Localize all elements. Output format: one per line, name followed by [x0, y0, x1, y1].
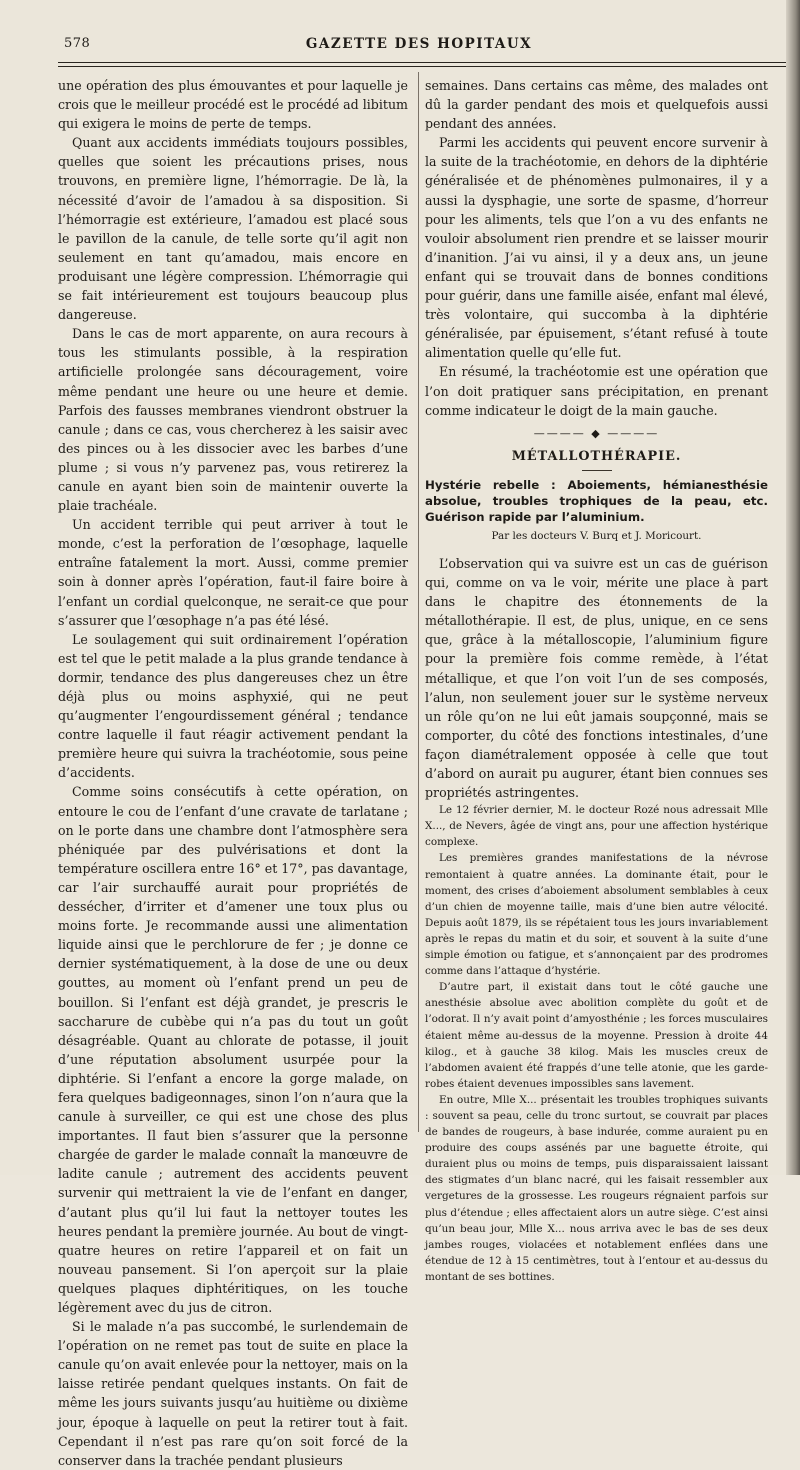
article-authors: Par les docteurs V. Burq et J. Moricourt. — [491, 529, 702, 542]
paragraph: Quant aux accidents immédiats toujours possibles, quelles que soient les précautions prises, nous trouvons, en première ligne, l’hémorragie. De là, la nécessité d’avoir de l’amadou à sa disposition. Si l’hémorragie est extérieure, l’amadou est placé sous le pavillon de la canule, de telle sorte qu’il agit non seulement en tant qu’amadou, mais encore en produisant une légère compression. L’hémorragie qui se fait intérieurement est toujours beaucoup plus dangereuse. — [58, 135, 408, 323]
header-rule — [58, 62, 794, 63]
paragraph: En résumé, la trachéotomie est une opération que l’on doit pratiquer sans précipitation, en prenant comme indicateur le doigt de la main gauche. — [425, 364, 768, 418]
page-edge-shadow — [786, 0, 800, 1175]
paragraph: Dans le cas de mort apparente, on aura recours à tous les stimulants possible, à la respiration artificielle prolongée sans découragement, voire même pendant une heure ou une heure et demie. Parfois des fausses membranes viendront obstruer la canule ; dans ce cas, vous chercherez à les saisir avec des pinces ou à les dissocier avec les barbes d’une plume ; si vous n’y parvenez pas, vous retirerez la canule en ayant bien soin de maintenir ouverte la plaie trachéale. — [58, 326, 408, 514]
small-print-body — [425, 802, 768, 1285]
paragraph: D’autre part, il existait dans tout le côté gauche une anesthésie absolue avec abolition complète du goût et de l’odorat. Il n’y avait point d’amyosthénie ; les forces musculaires étaient même au-dessus de la moyenne. Pression à droite 44 kilog., et à gauche 38 kilog. Mais les muscles creux de l’abdomen avaient été frappés d’une telle atonie, que les garde-robes étaient devenues impossibles sans lavement. — [425, 981, 768, 1090]
page-header — [48, 30, 790, 58]
paragraph: En outre, Mlle X... présentait les troubles trophiques suivants : souvent sa peau, celle du tronc surtout, se couvrait par places de bandes de rougeurs, à base indurée, comme auraient pu en produire des coups assénés par une baguette étroite, qui duraient plus ou moins de temps, puis disparaissaient laissant des stigmates d’un blanc nacré, qui les faisait ressembler aux vergetures de la grossesse. Les rougeurs régnaient parfois sur plus d’étendue ; elles affectaient alors un autre siège. C’est ainsi qu’un beau jour, Mlle X... nous arriva avec le bas de ses deux jambes rouges, violacées et notablement enflées dans une étendue de 12 à 15 centimètres, tout à l’entour et au-dessus du montant de ses bottines. — [425, 1093, 768, 1283]
paragraph: Le 12 février dernier, M. le docteur Rozé nous adressait Mlle X..., de Nevers, âgée de vingt ans, pour une affection hystérique complexe. — [425, 804, 768, 849]
paragraph: Le soulagement qui suit ordinairement l’opération est tel que le petit malade a la plus grande tendance à dormir, tendance des plus dangereuses chez un être déjà plus ou moins asphyxié, qui ne peut qu’augmenter l’engourdissement général ; tendance contre laquelle il faut réagir activement pendant la première heure qui suivra la trachéotomie, sous peine d’accidents. — [58, 631, 408, 781]
journal-title: GAZETTE DES HOPITAUX — [305, 36, 533, 52]
right-column — [425, 76, 768, 1283]
paragraph: Les premières grandes manifestations de la névrose remontaient à quatre années. La dominante était, pour le moment, des crises d’aboiement absolument semblables à ceux d’un chien de moyenne taille, mais d’une bien autre vélocité. Depuis août 1879, ils se répétaient tous les jours invariablement après le repas du matin et du soir, et souvent à la suite d’une simple émotion ou fatigue, et s’annonçaient par des prodromes comme dans l’attaque d’hystérie. — [425, 852, 768, 978]
article-title: Hystérie rebelle : Aboiements, hémianesthésie absolue, troubles trophiques de la peau, etc. Guérison rapide par l’aluminium. — [425, 477, 768, 524]
section-ornament: ———— ◆ ———— — [533, 426, 660, 440]
page-number: 578 — [64, 36, 91, 51]
paragraph: Un accident terrible qui peut arriver à tout le monde, c’est la perforation de l’œsophage, laquelle entraîne fatalement la mort. Aussi, comme premier soin à donner après l’opération, faut-il faire boire à l’enfant un cordial quelconque, ne serait-ce que pour s’assurer que l’œsophage n’a pas été lésé. — [58, 517, 408, 628]
header-rule-thin — [58, 66, 794, 67]
paragraph: Parmi les accidents qui peuvent encore survenir à la suite de la trachéotomie, en dehors de la diphtérie généralisée et de phénomènes pulmonaires, il y a aussi la dysphagie, une sorte de spasme, d’horreur pour les aliments, tels que l’on a vu des enfants ne vouloir absolument rien prendre et se laisser mourir d’inanition. J’ai vu ainsi, il y a deux ans, un jeune enfant qui se trouvait dans de bonnes conditions pour guérir, dans une famille aisée, enfant mal élevé, très volontaire, qui succomba à la diphtérie généralisée, par épuisement, s’étant refusé à toute alimentation quelle qu’elle fut. — [425, 135, 768, 361]
left-column — [58, 76, 409, 1468]
section-rule — [582, 470, 612, 471]
paragraph: Si le malade n’a pas succombé, le surlendemain de l’opération on ne remet pas tout de suite en place la canule qu’on avait enlevée pour la nettoyer, mais on la laisse retirée pendant quelques instants. On fait de même les jours suivants jusqu’au huitième ou dixième jour, époque à laquelle on peut la retirer tout à fait. Cependant il n’est pas rare qu’on soit forcé de la conserver dans la trachée pendant plusieurs — [58, 1319, 408, 1468]
paragraph: Comme soins consécutifs à cette opération, on entoure le cou de l’enfant d’une cravate de tarlatane ; on le porte dans une chambre dont l’atmosphère sera phéniquée par des pulvérisations et dont la température oscillera entre 16° et 17°, pas davantage, car l’air surchauffé aurait pour propriétés de dessécher, d’irriter et d’amener une toux plus ou moins forte. Je recommande aussi une alimentation liquide ainsi que le perchlorure de fer ; je donne ce dernier systématiquement, à la dose de une ou deux gouttes, au moment où l’enfant prend un peu de bouillon. Si l’enfant est déjà grandet, je prescris le saccharure de cubèbe qui n’a pas du tout un goût désagréable. Quant au chlorate de potasse, il jouit d’une réputation absolument usurpée pour la diphtérie. Si l’enfant a encore la gorge malade, on fera quelques badigeonnages, sinon l’on n’aura que la canule à surveiller, ce qui est une chose des plus importantes. Il faut bien s’assurer que la personne chargée de garder le malade connaît la manœuvre de ladite canule ; autrement des accidents peuvent survenir qui mettraient la vie de l’enfant en danger, d’autant plus qu’il lui faut la nettoyer toutes les heures pendant la première journée. Au bout de vingt-quatre heures on retire l’appareil et on fait un nouveau pansement. Si l’on aperçoit sur la plaie quelques plaques diphtéritiques, on les touche légèrement avec du jus de citron. — [58, 784, 409, 1315]
section-title: MÉTALLOTHÉRAPIE. — [511, 448, 682, 464]
column-divider — [418, 72, 419, 1132]
paragraph: une opération des plus émouvantes et pour laquelle je crois que le meilleur procédé est le procédé ad libitum qui exigera le moins de perte de temps. — [58, 78, 408, 132]
paragraph: semaines. Dans certains cas même, des malades ont dû la garder pendant des mois et quelquefois aussi pendant des années. — [425, 78, 768, 132]
paragraph: L’observation qui va suivre est un cas de guérison qui, comme on va le voir, mérite une place à part dans le chapitre des étonnements de la métallothérapie. Il est, de plus, unique, en ce sens que, grâce à la métalloscopie, l’aluminium figure pour la première fois comme remède, à l’état métallique, et que l’on voit l’un de ses composés, l’alun, non seulement jouer sur le système nerveux un rôle qu’on ne lui eût jamais soupçonné, mais se comporter, du côté des fonctions intestinales, d’une façon diamétralement opposée à celle que tout d’abord on aurait pu augurer, étant bien connues ses propriétés astringentes. — [425, 555, 768, 801]
